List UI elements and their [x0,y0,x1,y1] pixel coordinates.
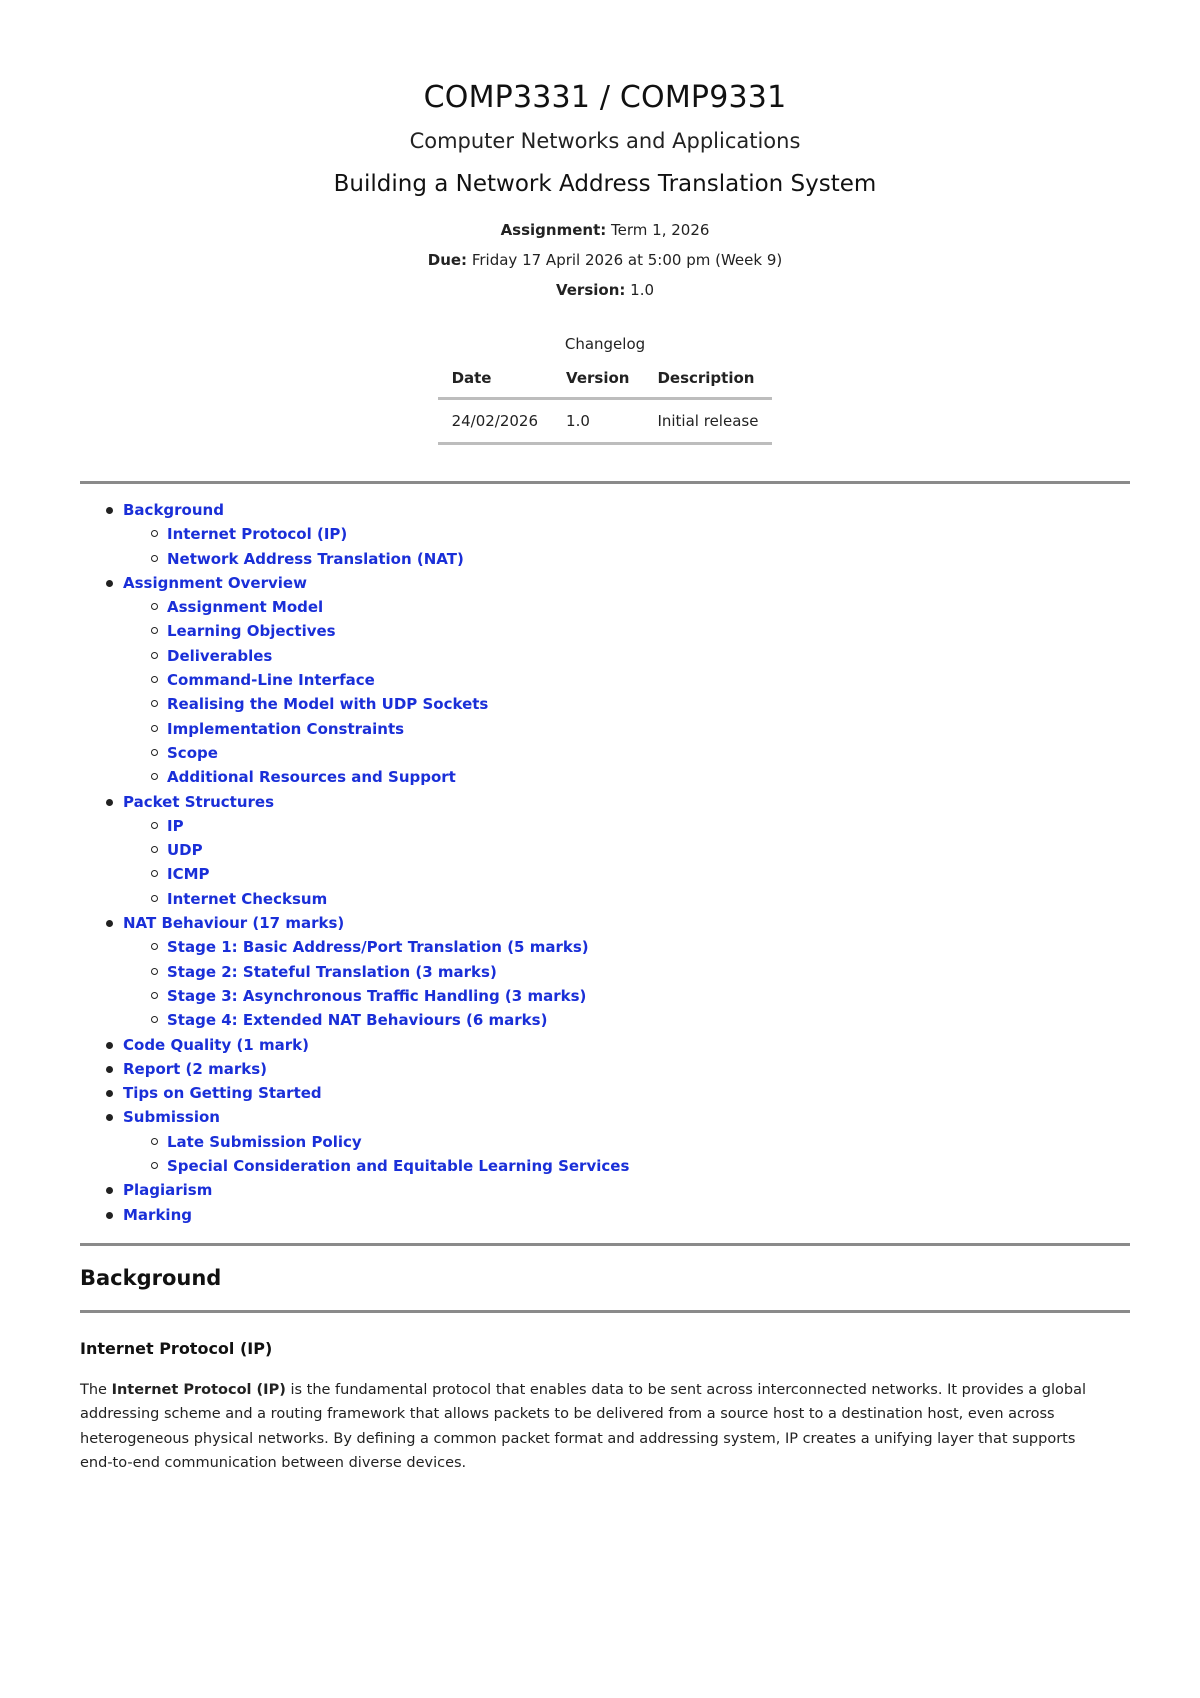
toc-subitem [167,522,1130,546]
toc-link[interactable]: Report (2 marks) [123,1059,267,1078]
toc-sublink[interactable]: Network Address Translation (NAT) [167,549,464,568]
assignment-value: Term 1, 2026 [611,221,710,239]
toc-sublink[interactable]: Deliverables [167,646,273,665]
toc-item [123,911,1130,1032]
assignment-label: Assignment: [500,221,607,239]
version-line [80,281,1130,299]
table-of-contents [80,498,1130,1227]
divider [80,1310,1130,1313]
toc-link[interactable]: Submission [123,1108,220,1127]
toc-subitem [167,717,1130,741]
para-body: is the fundamental protocol that enables data to be sent across interconnected networks. It provides a global addressing scheme and a routing framework that allows packets to be delivered from a source host to a destination host, even across heterogeneous physical networks. By defining a common packet format and addressing system, IP creates a unifying layer that supports end-to-end communication between diverse devices. [80,1381,1086,1472]
toc-sublink[interactable]: IP [167,816,184,835]
toc-link[interactable]: Assignment Overview [123,573,307,592]
toc-subitem [167,644,1130,668]
toc-subitem [167,984,1130,1008]
toc-item [123,1105,1130,1178]
para-bold-term: Internet Protocol (IP) [111,1381,286,1398]
changelog-header-version: Version [552,363,643,399]
toc-subitem [167,1154,1130,1178]
due-label: Due: [427,251,468,269]
toc-subitem [167,668,1130,692]
toc-sublink[interactable]: Command-Line Interface [167,671,375,690]
document-title: Building a Network Address Translation System [333,171,877,197]
toc-subitem [167,887,1130,911]
toc-subitem [167,765,1130,789]
toc-sublink[interactable]: Assignment Model [167,598,324,617]
section-heading-background: Background [80,1265,222,1290]
toc-sublink[interactable]: Internet Checksum [167,889,328,908]
toc-link[interactable]: Marking [123,1205,192,1224]
changelog-header-row [438,363,773,399]
toc-item [123,571,1130,790]
toc-sublink[interactable]: Stage 1: Basic Address/Port Translation (5 marks) [167,938,589,957]
toc-sublink[interactable]: Realising the Model with UDP Sockets [167,695,489,714]
document-page [80,0,1130,1476]
toc-item [123,1081,1130,1105]
toc-subitem [167,619,1130,643]
toc-subitem [167,862,1130,886]
toc-sublist [123,595,1130,789]
toc-link[interactable]: Code Quality (1 mark) [123,1035,309,1054]
toc-subitem [167,1130,1130,1154]
version-value: 1.0 [630,281,655,299]
toc-sublist [123,522,1130,571]
due-value: Friday 17 April 2026 at 5:00 pm (Week 9) [471,251,783,269]
ip-paragraph [80,1378,1110,1476]
toc-sublink[interactable]: Scope [167,743,218,762]
toc-sublink[interactable]: Stage 4: Extended NAT Behaviours (6 marks) [167,1011,548,1030]
toc-link[interactable]: Background [123,501,224,519]
toc-subitem [167,692,1130,716]
toc-subitem [167,814,1130,838]
toc-subitem [167,741,1130,765]
toc-item [123,1178,1130,1202]
changelog-row [438,399,773,444]
toc-sublink[interactable]: Additional Resources and Support [167,768,456,787]
toc-subitem [167,935,1130,959]
changelog-cell-version: 1.0 [552,399,643,444]
toc-item [123,498,1130,571]
toc-item [123,790,1130,911]
toc-sublink[interactable]: Special Consideration and Equitable Learning Services [167,1157,630,1176]
toc-subitem [167,547,1130,571]
due-line [80,251,1130,269]
toc-sublink[interactable]: Implementation Constraints [167,719,405,738]
toc-sublist [123,814,1130,911]
toc-sublist [123,935,1130,1032]
toc-item [123,1057,1130,1081]
course-code: COMP3331 / COMP9331 [423,80,787,115]
toc-item [123,1203,1130,1227]
changelog-header-date: Date [438,363,552,399]
toc-link[interactable]: Packet Structures [123,792,275,811]
toc-sublink[interactable]: UDP [167,841,203,860]
toc-sublink[interactable]: Stage 2: Stateful Translation (3 marks) [167,962,497,981]
subsection-heading-ip: Internet Protocol (IP) [80,1338,273,1358]
toc-subitem [167,960,1130,984]
divider [80,481,1130,484]
changelog-table [438,335,773,445]
assignment-line [80,221,1130,239]
toc-sublink[interactable]: Stage 3: Asynchronous Traffic Handling (3 marks) [167,986,587,1005]
course-name: Computer Networks and Applications [409,129,801,153]
toc-sublink[interactable]: ICMP [167,865,210,884]
toc-sublink[interactable]: Learning Objectives [167,622,336,641]
changelog-caption: Changelog [564,335,646,353]
changelog-header-description: Description [643,363,772,399]
toc-subitem [167,838,1130,862]
changelog-cell-description: Initial release [643,399,772,444]
toc-sublist [123,1130,1130,1179]
toc-subitem [167,1008,1130,1032]
toc-link[interactable]: NAT Behaviour (17 marks) [123,914,345,933]
version-label: Version: [555,281,626,299]
para-prefix: The [80,1381,112,1398]
toc-item [123,1033,1130,1057]
divider [80,1243,1130,1246]
changelog-cell-date: 24/02/2026 [438,399,552,444]
toc-link[interactable]: Tips on Getting Started [123,1084,322,1103]
toc-sublink[interactable]: Internet Protocol (IP) [167,525,348,544]
toc-sublink[interactable]: Late Submission Policy [167,1132,362,1151]
toc-link[interactable]: Plagiarism [123,1181,213,1200]
toc-subitem [167,595,1130,619]
